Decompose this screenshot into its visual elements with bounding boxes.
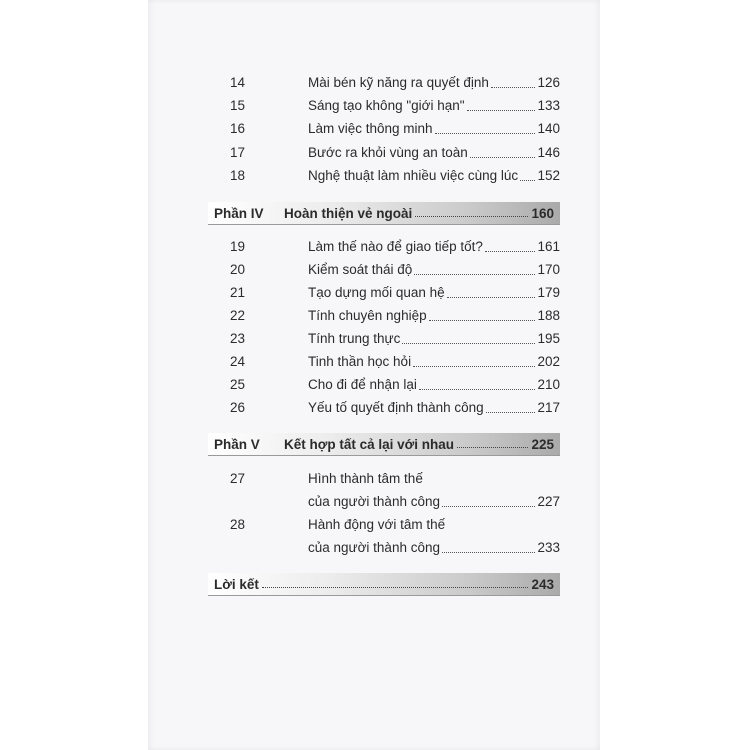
toc-entry: [148, 284, 600, 302]
part-label: Phần IV: [214, 205, 264, 221]
dot-leader: [520, 180, 535, 181]
page-number: 195: [537, 331, 560, 346]
chapter-title-line2: của người thành công: [308, 540, 440, 555]
dot-leader: [447, 297, 536, 298]
toc-entry: [148, 307, 600, 325]
toc-entry: [148, 120, 600, 138]
part-title: Kết hợp tất cả lại với nhau: [284, 437, 454, 452]
toc-entry: [148, 261, 600, 279]
page-number: 243: [531, 577, 554, 592]
page-number: 152: [537, 168, 560, 183]
page-number: 210: [537, 377, 560, 392]
part-title: Hoàn thiện vẻ ngoài: [284, 206, 413, 221]
dot-leader: [262, 587, 529, 588]
toc-entry: [148, 376, 600, 394]
chapter-number: 26: [230, 400, 246, 415]
book-page: [148, 0, 600, 750]
dot-leader: [419, 389, 536, 390]
chapter-number: 27: [230, 471, 246, 486]
page-number: 161: [537, 239, 560, 254]
page-number: 170: [537, 262, 560, 277]
toc-entry: [148, 74, 600, 92]
page-number: 233: [537, 540, 560, 555]
dot-leader: [442, 506, 535, 507]
dot-leader: [470, 157, 536, 158]
dot-leader: [467, 110, 536, 111]
chapter-number: 17: [230, 145, 246, 160]
chapter-title: Tinh thần học hỏi: [308, 354, 412, 369]
page-number: 217: [537, 400, 560, 415]
chapter-title: Bước ra khỏi vùng an toàn: [308, 145, 468, 160]
page-number: 146: [537, 145, 560, 160]
part-label: Phần V: [214, 436, 260, 452]
chapter-title: Tạo dựng mối quan hệ: [308, 285, 445, 300]
toc-entry: [148, 238, 600, 256]
toc-entry: [148, 330, 600, 348]
dot-leader: [414, 274, 535, 275]
dot-leader: [485, 251, 536, 252]
chapter-number: 16: [230, 121, 246, 136]
page-number: 140: [537, 121, 560, 136]
chapter-number: 22: [230, 308, 246, 323]
toc-entry: [148, 470, 600, 512]
chapter-number: 23: [230, 331, 246, 346]
part-heading: [208, 433, 560, 456]
page-number: 179: [537, 285, 560, 300]
chapter-title: Làm thế nào để giao tiếp tốt?: [308, 239, 483, 254]
page-number: 202: [537, 354, 560, 369]
toc-entry: [148, 516, 600, 558]
chapter-number: 25: [230, 377, 246, 392]
chapter-title: Yếu tố quyết định thành công: [308, 400, 484, 415]
dot-leader: [491, 87, 536, 88]
chapter-title: Tính trung thực: [308, 331, 401, 346]
toc-entry: [148, 167, 600, 185]
dot-leader: [402, 343, 535, 344]
chapter-title: Kiểm soát thái độ: [308, 262, 413, 277]
chapter-title: Nghệ thuật làm nhiều việc cùng lúc: [308, 168, 519, 183]
chapter-title: Làm việc thông minh: [308, 121, 433, 136]
toc-entry: [148, 97, 600, 115]
toc-entry: [148, 144, 600, 162]
ending-title: Lời kết: [214, 577, 259, 592]
chapter-number: 20: [230, 262, 246, 277]
dot-leader: [415, 216, 528, 217]
chapter-title: Cho đi để nhận lại: [308, 377, 417, 392]
chapter-number: 14: [230, 75, 246, 90]
page-number: 133: [537, 98, 560, 113]
ending-heading: [208, 573, 560, 596]
toc-entry: [148, 399, 600, 417]
page-number: 225: [531, 437, 554, 452]
page-number: 160: [531, 206, 554, 221]
chapter-number: 24: [230, 354, 246, 369]
dot-leader: [486, 412, 536, 413]
chapter-title-line1: Hình thành tâm thế: [308, 471, 423, 486]
chapter-number: 18: [230, 168, 246, 183]
toc-entry: [148, 353, 600, 371]
dot-leader: [457, 447, 528, 448]
chapter-number: 19: [230, 239, 246, 254]
chapter-title: Tính chuyên nghiệp: [308, 308, 427, 323]
part-heading: [208, 202, 560, 225]
chapter-number: 21: [230, 285, 246, 300]
chapter-title: Sáng tạo không "giới hạn": [308, 98, 465, 113]
dot-leader: [413, 366, 535, 367]
page-number: 126: [537, 75, 560, 90]
chapter-title-line2: của người thành công: [308, 494, 440, 509]
chapter-number: 15: [230, 98, 246, 113]
dot-leader: [442, 552, 535, 553]
dot-leader: [435, 133, 536, 134]
page-number: 227: [537, 494, 560, 509]
dot-leader: [429, 320, 536, 321]
chapter-title: Mài bén kỹ năng ra quyết định: [308, 75, 489, 90]
page-number: 188: [537, 308, 560, 323]
chapter-title-line1: Hành động với tâm thế: [308, 517, 446, 532]
chapter-number: 28: [230, 517, 246, 532]
